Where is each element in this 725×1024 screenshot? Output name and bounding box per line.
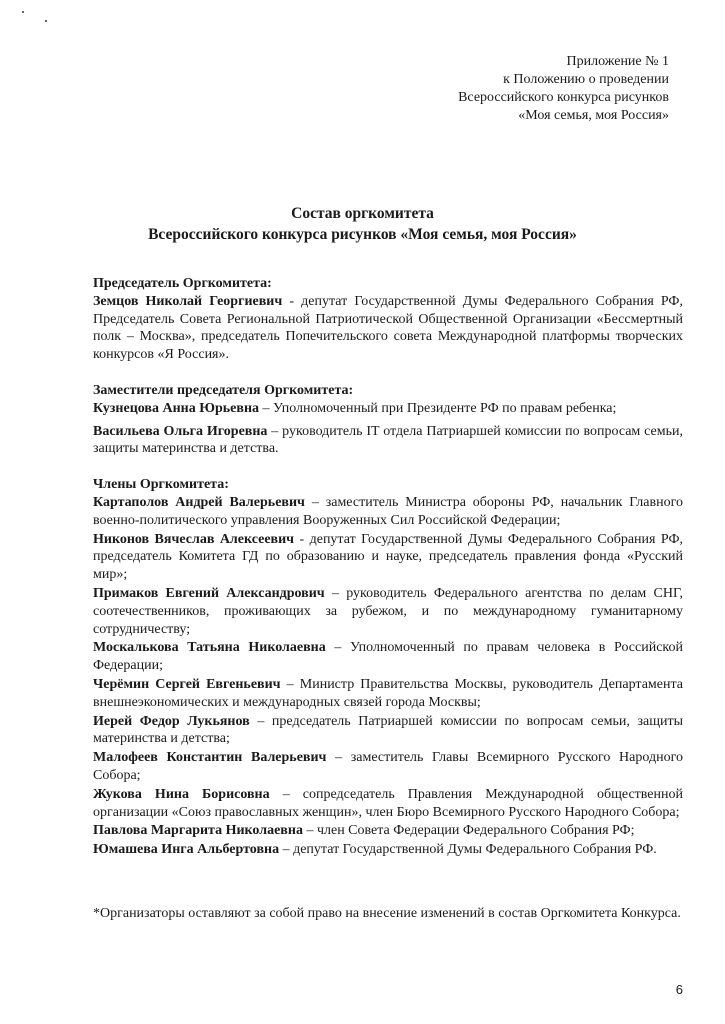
list-item <box>93 531 683 584</box>
person-name: Никонов Вячеслав Алексеевич <box>93 531 295 547</box>
title-line: Состав оргкомитета <box>291 205 434 222</box>
chair-section <box>93 275 683 364</box>
person-role: - депутат Государственной Думы Федерального Собрания РФ, Председатель Совета Региональной Патриотической Общественной Организации «Бессмертный полк – Москва», председатель Попечительского совета Международной платформы творческих конкурсов «Я Россия». <box>93 293 683 363</box>
appendix-line: Всероссийского конкурса рисунков <box>458 90 669 105</box>
list-item <box>93 786 683 822</box>
person-role: – заместитель Министра обороны РФ, начальник Главного военно-политического управления Вооруженных Сил Российской Федерации; <box>93 494 683 528</box>
footnote: *Организаторы оставляют за собой право на внесение изменений в состав Оргкомитета Конкурса. <box>93 906 681 921</box>
scan-speck <box>45 20 47 22</box>
appendix-line: Приложение № 1 <box>566 54 669 69</box>
list-item <box>93 749 683 785</box>
person-role: – Министр Правительства Москвы, руководитель Департамента внешнеэкономических и международных связей города Москвы; <box>93 676 684 710</box>
document-title <box>0 203 725 245</box>
person-name: Павлова Маргарита Николаевна <box>93 823 303 839</box>
title-line: Всероссийского конкурса рисунков «Моя семья, моя Россия» <box>148 226 577 243</box>
person-role: – член Совета Федерации Федерального Собрания РФ; <box>302 823 635 839</box>
person-name: Кузнецова Анна Юрьевна <box>93 400 260 416</box>
person-role: – руководитель IT отдела Патриаршей комиссии по вопросам семьи, защиты материнства и детства. <box>93 423 683 457</box>
person-role: – сопредседатель Правления Международной общественной организации «Союз православных женщин», член Бюро Всемирного Русского Народного Собора; <box>93 786 683 820</box>
section-heading: Заместители председателя Оргкомитета: <box>93 382 354 398</box>
list-item <box>93 713 683 749</box>
deputies-section <box>93 382 683 458</box>
person-name: Васильева Ольга Игоревна <box>93 423 268 439</box>
list-item <box>93 639 683 675</box>
person-role: – депутат Государственной Думы Федерального Собрания РФ. <box>279 842 657 858</box>
list-item <box>93 676 683 712</box>
person-name: Москалькова Татьяна Николаевна <box>93 640 326 656</box>
scan-speck <box>22 11 24 13</box>
person-role: – Уполномоченный при Президенте РФ по правам ребенка; <box>259 400 617 416</box>
appendix-line: к Положению о проведении <box>503 72 669 87</box>
person-role: – Уполномоченный по правам человека в Российской Федерации; <box>93 640 683 674</box>
person-role: - депутат Государственной Думы Федерального Собрания РФ, председатель Комитета ГД по образованию и науке, председатель правления фонда «Русский мир»; <box>93 531 684 583</box>
appendix-line: «Моя семья, моя Россия» <box>518 108 669 123</box>
person-role: – руководитель Федерального агентства по делам СНГ, соотечественников, проживающих за рубежом, и по международному гуманитарному сотрудничеству; <box>93 585 683 637</box>
list-item <box>93 400 683 418</box>
section-heading: Председатель Оргкомитета: <box>93 276 272 291</box>
person-name: Земцов Николай Георгиевич <box>93 293 283 309</box>
page-number: 6 <box>675 982 683 997</box>
person-name: Жукова Нина Борисовна <box>93 786 270 802</box>
list-item <box>93 841 683 859</box>
person-name: Иерей Федор Лукьянов <box>93 713 250 729</box>
document-body <box>93 275 683 860</box>
appendix-reference <box>458 53 669 125</box>
list-item <box>93 822 683 840</box>
list-item <box>93 494 683 530</box>
list-item <box>93 423 683 459</box>
person-name: Картаполов Андрей Валерьевич <box>93 494 305 510</box>
list-item <box>93 585 683 638</box>
person-name: Юмашева Инга Альбертовна <box>93 842 280 858</box>
chair-entry <box>93 293 683 364</box>
person-name: Черёмин Сергей Евгеньевич <box>93 676 281 692</box>
person-name: Примаков Евгений Александрович <box>93 585 325 601</box>
members-section <box>93 476 683 859</box>
section-heading: Члены Оргкомитета: <box>93 477 229 493</box>
person-role: – председатель Патриаршей комиссии по вопросам семьи, защиты материнства и детства; <box>93 713 684 747</box>
person-name: Малофеев Константин Валерьевич <box>93 750 327 766</box>
person-role: – заместитель Главы Всемирного Русского Народного Собора; <box>93 750 683 783</box>
